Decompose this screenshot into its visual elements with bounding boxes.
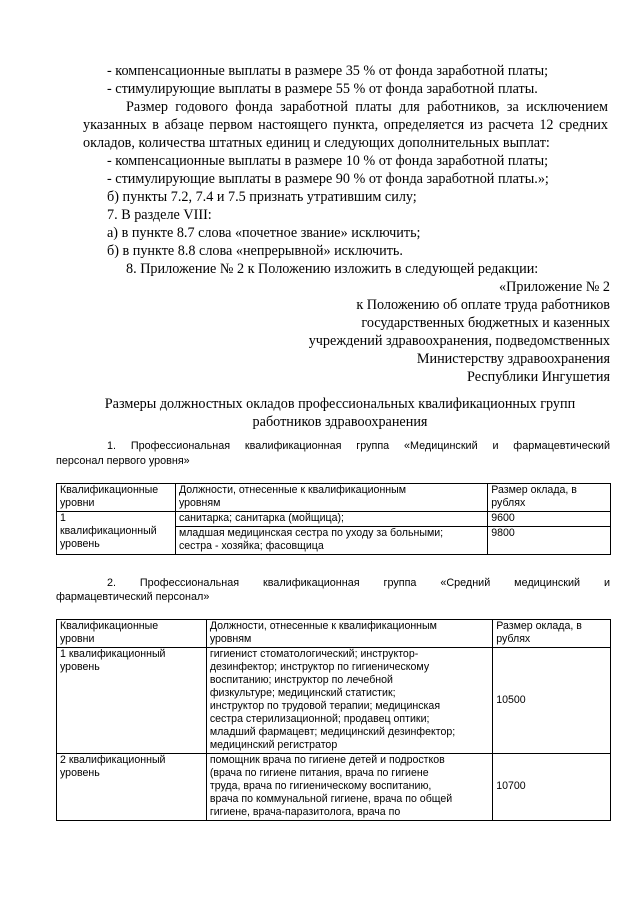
level-cell: 2 квалификационный уровень: [57, 754, 207, 821]
table-row: [57, 648, 611, 754]
table-header-row: [57, 620, 611, 648]
group2-table: [56, 619, 611, 821]
position-cell: младшая медицинская сестра по уходу за больными; сестра - хозяйка; фасовщица: [175, 527, 487, 555]
appendix-line: учреждений здравоохранения, подведомственных: [308, 333, 610, 349]
position-cell: санитарка; санитарка (мойщица);: [175, 512, 487, 527]
text-line: указанных в абзаце первом настоящего пункта, определяется из расчета 12 средних: [83, 117, 608, 133]
text-line: окладов, количества штатных единиц и следующих дополнительных выплат:: [83, 135, 550, 151]
appendix-line: Республики Ингушетия: [466, 369, 610, 385]
header-cell: Размер оклада, в рублях: [493, 620, 611, 648]
group1-caption: 1. Профессиональная квалификационная группа «Медицинский и фармацевтический: [107, 440, 610, 452]
level-cell: 1 квалификационный уровень: [57, 648, 207, 754]
position-cell: помощник врача по гигиене детей и подростков (врача по гигиене питания, врача по гигиене труда, врача по гигиеническому воспитанию, врача по коммунальной гигиене, врача по общей гигиене, врача-паразитолога, врача по: [206, 754, 492, 821]
header-cell: Размер оклада, в рублях: [488, 484, 611, 512]
table-row: [57, 754, 611, 821]
text-line: б) пункты 7.2, 7.4 и 7.5 признать утратившим силу;: [107, 189, 417, 205]
table-header-row: [57, 484, 611, 512]
header-cell: Квалификационные уровни: [57, 620, 207, 648]
text-line: Размер годового фонда заработной платы для работников, за исключением: [126, 99, 608, 115]
text-line: - стимулирующие выплаты в размере 90 % от фонда заработной платы.»;: [107, 171, 549, 187]
salary-cell: 10700: [493, 754, 611, 821]
salary-cell: 9600: [488, 512, 611, 527]
table-row: [57, 512, 611, 527]
appendix-line: государственных бюджетных и казенных: [361, 315, 610, 331]
header-cell: Должности, отнесенные к квалификационным уровням: [206, 620, 492, 648]
salary-cell: 9800: [488, 527, 611, 555]
group1-table: [56, 483, 611, 555]
group1-caption: персонал первого уровня»: [56, 455, 190, 467]
text-line: 7. В разделе VIII:: [107, 207, 212, 223]
text-line: б) в пункте 8.8 слова «непрерывной» исключить.: [107, 243, 403, 259]
text-line: - компенсационные выплаты в размере 35 % от фонда заработной платы;: [107, 63, 549, 79]
group2-caption: 2. Профессиональная квалификационная группа «Средний медицинский и: [107, 577, 610, 589]
position-cell: гигиенист стоматологический; инструктор- дезинфектор; инструктор по гигиеническому воспитанию; инструктор по лечебной физкультуре; медицинский статистик; инструктор по трудовой терапии; медицинская сестра стерилизационной; продавец оптики; младший фармацевт; медицинский дезинфектор; медицинский регистратор: [206, 648, 492, 754]
text-line: а) в пункте 8.7 слова «почетное звание» исключить;: [107, 225, 421, 241]
salary-cell: 10500: [493, 648, 611, 754]
appendix-line: к Положению об оплате труда работников: [356, 297, 610, 313]
document-title: работников здравоохранения: [252, 414, 428, 430]
text-line: - стимулирующие выплаты в размере 55 % от фонда заработной платы.: [107, 81, 538, 97]
group2-caption: фармацевтический персонал»: [56, 591, 210, 603]
document-title: Размеры должностных окладов профессиональных квалификационных групп: [104, 396, 576, 412]
header-cell: Квалификационные уровни: [57, 484, 176, 512]
text-line: - компенсационные выплаты в размере 10 % от фонда заработной платы;: [107, 153, 549, 169]
appendix-line: «Приложение № 2: [499, 279, 610, 295]
header-cell: Должности, отнесенные к квалификационным уровням: [175, 484, 487, 512]
level-cell: 1 квалификационный уровень: [57, 512, 176, 555]
appendix-line: Министерству здравоохранения: [416, 351, 610, 367]
text-line: 8. Приложение № 2 к Положению изложить в следующей редакции:: [126, 261, 539, 277]
